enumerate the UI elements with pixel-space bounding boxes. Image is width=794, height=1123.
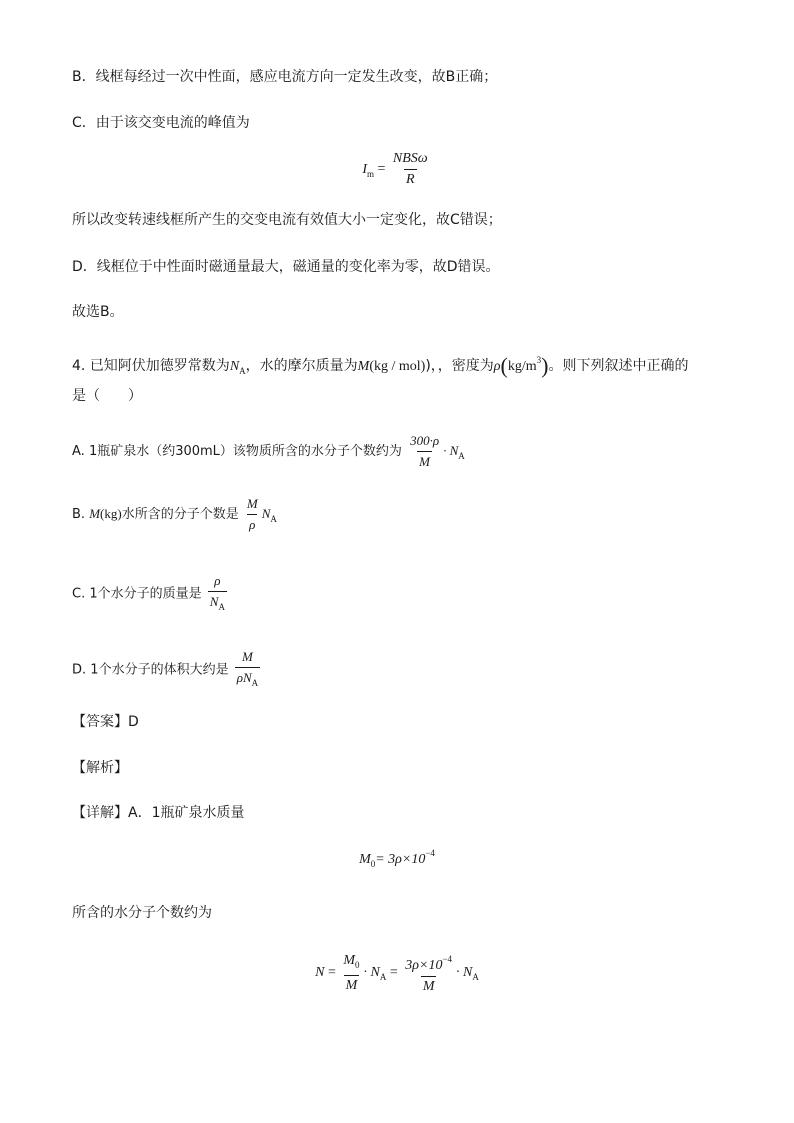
option-b-text: 水所含的分子个数是 bbox=[121, 507, 239, 522]
option-a-label: A. bbox=[72, 444, 85, 459]
detail-line bbox=[72, 803, 244, 823]
detail-text: A．1瓶矿泉水质量 bbox=[128, 805, 245, 821]
question-mid1: ，水的摩尔质量为 bbox=[245, 358, 358, 374]
option-b: B. M(kg)水所含的分子个数是 $\frac{M}{\rho}$ $N_A$ bbox=[72, 496, 277, 532]
option-b-explanation: B．线框每经过一次中性面，感应电流方向一定发生改变，故B正确； bbox=[72, 69, 498, 85]
mass-formula-expr: = 3ρ×10 bbox=[375, 852, 426, 867]
question-intro: 已知阿伏加德罗常数为 bbox=[89, 358, 230, 374]
answer-value: D bbox=[128, 714, 139, 730]
option-c-label: C. bbox=[72, 586, 86, 602]
analysis-label: 【解析】 bbox=[72, 760, 128, 776]
unit-density: kg/m bbox=[507, 359, 537, 374]
mass-exponent: −4 bbox=[425, 848, 435, 858]
option-d-explanation: D．线框位于中性面时磁通量最大，磁通量的变化率为零，故D错误。 bbox=[72, 259, 500, 275]
peak-numerator: NBSω bbox=[392, 151, 428, 166]
option-a-text: 1瓶矿泉水（约300mL）该物质所含的水分子个数约为 bbox=[88, 444, 402, 459]
option-b-label: B. bbox=[72, 507, 86, 522]
answer-line bbox=[72, 712, 139, 732]
choice-statement: 故选B。 bbox=[72, 304, 124, 320]
option-a: A. 1瓶矿泉水（约300mL）该物质所含的水分子个数约为 $\frac{300\cdot\rho}{M}$ · $N_A$ bbox=[72, 433, 465, 469]
option-b-unit: (kg) bbox=[100, 506, 122, 521]
question-number: 4. bbox=[72, 358, 86, 374]
unit-mass: (kg / mol) bbox=[369, 359, 426, 374]
count-numerator: 3ρ×10 bbox=[405, 958, 443, 973]
option-d-text: 1个水分子的体积大约是 bbox=[90, 662, 229, 678]
answer-label: 【答案】 bbox=[72, 714, 128, 730]
option-c-lead: C．由于该交变电流的峰值为 bbox=[72, 115, 250, 131]
molecule-count-formula: N = $\frac{M_0}{M}$ · $N_A$ = $\frac{3\rho\times 10^{-4}}{M}$ · $N_A$ bbox=[315, 952, 479, 994]
option-c-conclusion: 所以改变转速线框所产生的交变电流有效值大小一定变化，故C错误； bbox=[72, 212, 502, 228]
option-d: D. 1个水分子的体积大约是 $\frac{M}{\rho N_A}$ bbox=[72, 648, 262, 692]
option-a-numerator: 300·ρ bbox=[410, 433, 440, 448]
question-mid2: ，密度为 bbox=[437, 358, 494, 374]
count-text: 所含的水分子个数约为 bbox=[72, 905, 212, 921]
question-4-line2: 是（ ） bbox=[72, 388, 142, 404]
peak-current-formula: $I_m$ = $\frac{\text{NBSω}}{R}$ bbox=[362, 151, 428, 187]
mass-formula: $M_0= 3\rho\times 10^{-4}$ bbox=[359, 848, 435, 869]
detail-label: 【详解】 bbox=[72, 805, 128, 821]
option-c: C. 1个水分子的质量是 $\frac{\rho}{N_A}$ bbox=[72, 572, 229, 616]
option-c-text: 1个水分子的质量是 bbox=[89, 586, 202, 602]
question-4-stem: 4. 已知阿伏加德罗常数为$N_A$，水的摩尔质量为M(kg / mol))，，密度为$\rho(kg/m^3)$。则下列叙述中正确的 bbox=[72, 353, 689, 378]
option-d-label: D. bbox=[72, 662, 87, 678]
peak-denominator: R bbox=[404, 169, 417, 189]
question-tail: 。则下列叙述中正确的 bbox=[548, 358, 689, 374]
